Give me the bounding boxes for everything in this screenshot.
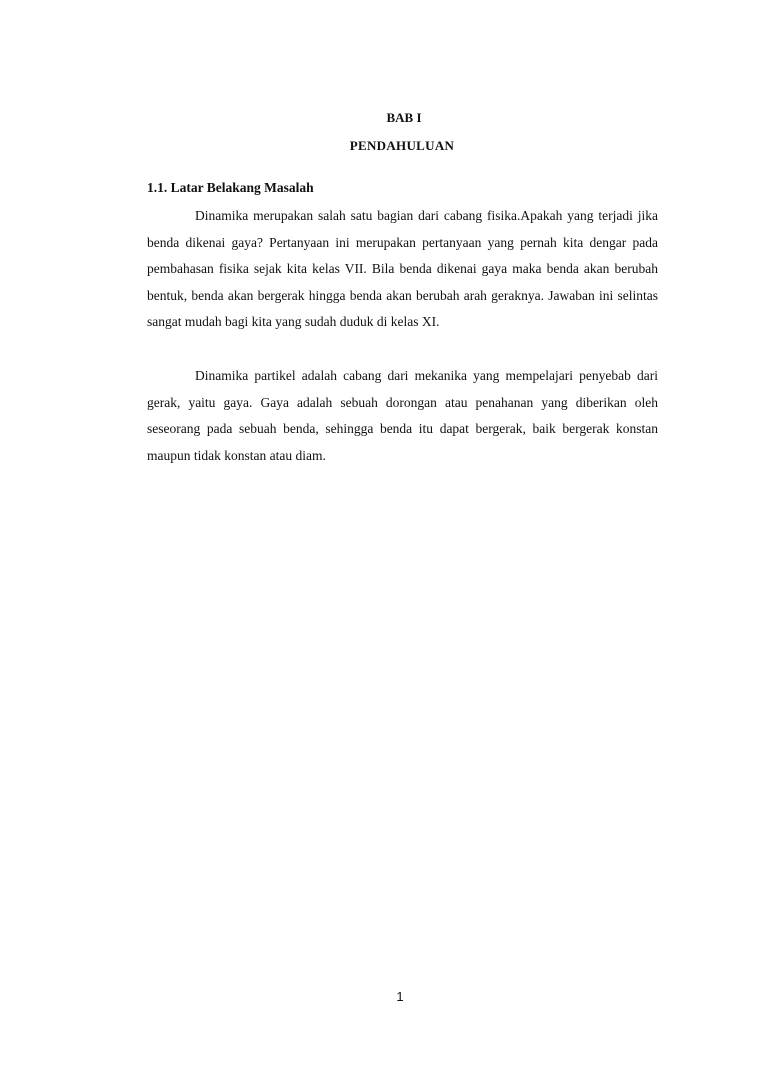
body-paragraph-1: Dinamika merupakan salah satu bagian dari cabang fisika.Apakah yang terjadi jika benda dikenai gaya? Pertanyaan ini merupakan pertanyaan yang pernah kita dengar pada pembahasan fisika sejak kita kelas VII. Bila benda dikenai gaya maka benda akan berubah bentuk, benda akan bergerak hingga benda akan berubah arah geraknya. Jawaban ini selintas sangat mudah bagi kita yang sudah duduk di kelas XI.	[147, 208, 658, 330]
chapter-title: PENDAHULUAN	[349, 138, 455, 153]
section-heading: 1.1. Latar Belakang Masalah	[147, 180, 314, 195]
body-paragraph-2: Dinamika partikel adalah cabang dari mekanika yang mempelajari penyebab dari gerak, yaitu gaya. Gaya adalah sebuah dorongan atau penahanan yang diberikan oleh seseorang pada sebuah benda, sehingga benda itu dapat bergerak, baik bergerak konstan maupun tidak konstan atau diam.	[147, 368, 658, 463]
page-number: 1	[396, 989, 404, 1004]
chapter-label: BAB I	[386, 110, 422, 125]
